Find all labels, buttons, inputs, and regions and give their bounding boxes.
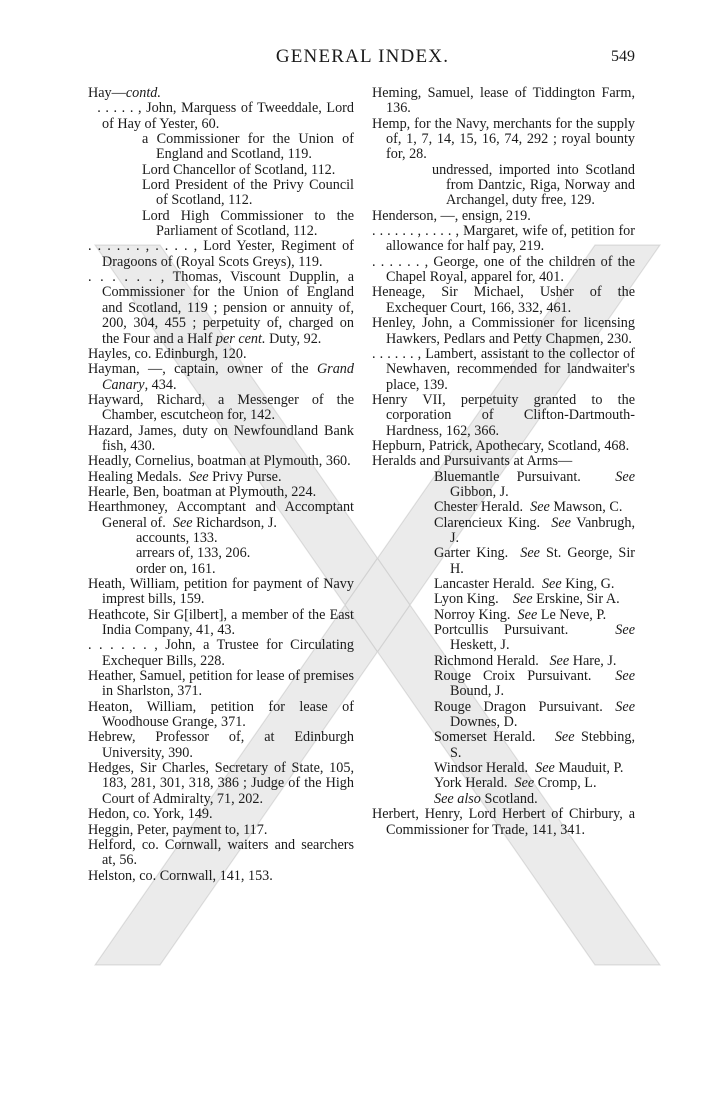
index-entry: Hayles, co. Edinburgh, 120. [88, 345, 247, 362]
index-entry: Lord High Commissioner to the Parliament of Scotland, 112. [142, 207, 354, 240]
index-entry: Heggin, Peter, payment to, 117. [88, 821, 268, 838]
index-entry: Hearle, Ben, boatman at Plymouth, 224. [88, 483, 317, 500]
index-entry: undressed, imported into Scotland from Dantzic, Riga, Norway and Archangel, duty free, 129. [432, 161, 635, 209]
index-entry: Hay—contd. [88, 85, 161, 101]
index-entry: accounts, 133. [136, 529, 218, 546]
page-title: GENERAL INDEX. [275, 46, 450, 67]
index-entry: Hedon, co. York, 149. [88, 806, 213, 823]
index-entry: . . . . . . , John, a Trustee for Circulating Exchequer Bills, 228. [88, 637, 354, 669]
index-entry: Norroy King. See Le Neve, P. [434, 606, 607, 623]
index-entry: . . . . . . , . . . . , Margaret, wife of, petition for allowance for half pay, 219. [372, 223, 635, 255]
index-entry: York Herald. See Cromp, L. [434, 775, 597, 792]
index-entry: Portcullis Pursuivant. See Heskett, J. [434, 622, 635, 654]
index-entry: Hazard, James, duty on Newfoundland Bank fish, 430. [88, 422, 354, 454]
index-entry: Heath, William, petition for payment of Navy imprest bills, 159. [88, 576, 354, 608]
index-entry: Hedges, Sir Charles, Secretary of State, 105, 183, 281, 301, 318, 386 ; Judge of the High Court of Admiralty, 71, 202. [88, 760, 354, 807]
index-entry: . . . . . . , George, one of the children of the Chapel Royal, apparel for, 401. [372, 253, 635, 286]
index-entry: Helford, co. Cornwall, waiters and searchers at, 56. [88, 836, 354, 869]
index-entry: Bluemantle Pursuivant. See Gibbon, J. [434, 468, 635, 500]
index-entry: Helston, co. Cornwall, 141, 153. [88, 867, 273, 884]
index-entry: Heather, Samuel, petition for lease of premises in Sharlston, 371. [88, 668, 354, 700]
index-entry: . . . . . . , . . . . , Lord Yester, Regiment of Dragoons of (Royal Scots Greys), 119. [88, 238, 354, 270]
index-entry: Hebrew, Professor of, at Edinburgh University, 390. [88, 729, 354, 761]
index-entry: See also Scotland. [434, 790, 538, 807]
index-entry: Lancaster Herald. See King, G. [434, 576, 615, 592]
index-entry: Windsor Herald. See Mauduit, P. [434, 760, 624, 777]
index-entry: Henderson, —, ensign, 219. [372, 207, 531, 224]
index-entry: . . . . . . , Thomas, Viscount Dupplin, a Commissioner for the Union of England and Scotland, 119 ; pension or annuity of, 200, 304, 455 ; perpetuity of, charged on the Four and a Half per cent. Duty, 92. [88, 269, 354, 347]
index-entry: Hayward, Richard, a Messenger of the Chamber, escutcheon for, 142. [88, 391, 354, 424]
index-entry: Hayman, —, captain, owner of the Grand Canary, 434. [88, 361, 354, 393]
page-number: 549 [611, 48, 635, 65]
index-entry: . . . . . , John, Marquess of Tweeddale, Lord of Hay of Yester, 60. [88, 100, 354, 132]
index-entry: Hemp, for the Navy, merchants for the supply of, 1, 7, 14, 15, 16, 74, 292 ; royal bounty for, 28. [372, 115, 635, 163]
index-entry: Heming, Samuel, lease of Tiddington Farm, 136. [372, 85, 635, 117]
index-entry: a Commissioner for the Union of England and Scotland, 119. [142, 131, 354, 163]
index-entry: arrears of, 133, 206. [136, 545, 251, 562]
index-entry: Herbert, Henry, Lord Herbert of Chirbury, a Commissioner for Trade, 141, 341. [372, 806, 635, 838]
index-entry: Garter King. See St. George, Sir H. [434, 545, 635, 577]
index-entry: . . . . . . , Lambert, assistant to the collector of Newhaven, recommended for landwaiter's place, 139. [372, 345, 635, 393]
index-entry: Richmond Herald. See Hare, J. [434, 652, 617, 669]
index-entry: Rouge Croix Pursuivant. See Bound, J. [434, 668, 635, 700]
index-entry: Headly, Cornelius, boatman at Plymouth, 360. [88, 453, 351, 470]
index-entry: Rouge Dragon Pursuivant. See Downes, D. [434, 698, 635, 731]
index-entry: order on, 161. [136, 560, 216, 577]
page-header [90, 44, 635, 72]
index-entry: Clarencieux King. See Vanbrugh, J. [434, 514, 635, 546]
index-entry: Hearthmoney, Accomptant and Accomptant General of. See Richardson, J. [88, 499, 354, 531]
index-column-right [372, 86, 635, 838]
index-column-left [88, 86, 354, 884]
index-entry: Heneage, Sir Michael, Usher of the Exchequer Court, 166, 332, 461. [372, 284, 635, 316]
index-entry: Henry VII, perpetuity granted to the corporation of Clifton-Dartmouth-Hardness, 162, 366. [372, 391, 635, 439]
index-entry: Lord President of the Privy Council of Scotland, 112. [142, 177, 354, 209]
index-entry: Henley, John, a Commissioner for licensing Hawkers, Pedlars and Petty Chapmen, 230. [372, 315, 635, 347]
index-entry: Chester Herald. See Mawson, C. [434, 499, 623, 516]
index-entry: Healing Medals. See Privy Purse. [88, 468, 282, 485]
index-entry: Lyon King. See Erskine, Sir A. [434, 591, 620, 608]
index-entry: Heaton, William, petition for lease of Woodhouse Grange, 371. [88, 698, 354, 731]
index-entry: Heathcote, Sir G[ilbert], a member of the East India Company, 41, 43. [88, 606, 354, 639]
index-entry: Hepburn, Patrick, Apothecary, Scotland, 468. [372, 437, 630, 454]
index-entry: Lord Chancellor of Scotland, 112. [142, 161, 336, 178]
index-entry: Somerset Herald. See Stebbing, S. [434, 729, 635, 761]
index-entry: Heralds and Pursuivants at Arms— [372, 453, 573, 470]
